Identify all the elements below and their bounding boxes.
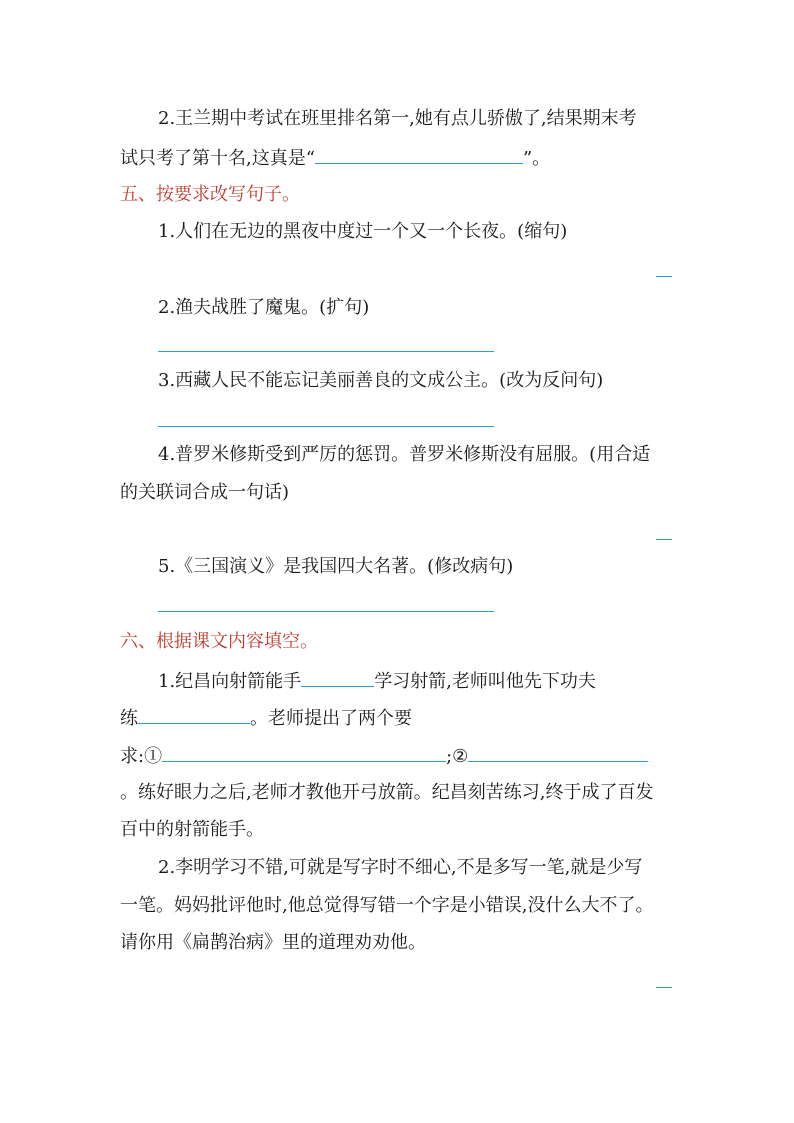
s6-item1-line5: 百中的射箭能手。 bbox=[120, 819, 264, 840]
answer-line[interactable] bbox=[158, 426, 494, 427]
answer-blank[interactable] bbox=[468, 743, 648, 762]
s5-item4-line2: 的关联词合成一句话) bbox=[120, 482, 290, 503]
s6-item1-line1 bbox=[158, 668, 794, 694]
section6-title: 六、根据课文内容填空。 bbox=[120, 631, 318, 652]
s6-item1-l2-pre: 练 bbox=[120, 708, 138, 729]
answer-blank[interactable] bbox=[138, 705, 250, 724]
s5-item5: 5.《三国演义》是我国四大名著。(修改病句) bbox=[158, 556, 514, 577]
s6-item1-l1-post: 学习射箭,老师叫他先下功夫 bbox=[374, 671, 596, 692]
section5-title: 五、按要求改写句子。 bbox=[120, 184, 300, 205]
answer-line[interactable] bbox=[656, 276, 672, 277]
answer-line[interactable] bbox=[656, 539, 672, 540]
s6-item1-line3 bbox=[120, 743, 794, 769]
s6-item1-l3-pre: 求:① bbox=[120, 746, 163, 767]
s6-item1-l2-post: 。老师提出了两个要 bbox=[250, 708, 412, 729]
answer-line[interactable] bbox=[656, 987, 672, 988]
answer-line[interactable] bbox=[158, 351, 494, 352]
answer-blank[interactable] bbox=[315, 145, 523, 164]
q4-item2-line2-pre: 试只考了第十名,这真是“ bbox=[120, 148, 315, 169]
s5-item4-line1: 4.普罗米修斯受到严厉的惩罚。普罗米修斯没有屈服。(用合适 bbox=[158, 444, 651, 465]
s5-item1: 1.人们在无边的黑夜中度过一个又一个长夜。(缩句) bbox=[158, 221, 568, 242]
answer-line[interactable] bbox=[158, 611, 494, 612]
s6-item1-l3-mid: ;② bbox=[446, 746, 469, 767]
q4-item2-line1: 2.王兰期中考试在班里排名第一,她有点儿骄傲了,结果期末考 bbox=[158, 108, 637, 129]
s6-item2-line1: 2.李明学习不错,可就是写字时不细心,不是多写一笔,就是少写 bbox=[158, 857, 643, 878]
q4-item2-line2-post: ”。 bbox=[522, 148, 551, 169]
s6-item1-line2 bbox=[120, 705, 794, 731]
s6-item1-line4: 。练好眼力之后,老师才教他开弓放箭。纪昌刻苦练习,终于成了百发 bbox=[120, 782, 654, 803]
answer-blank[interactable] bbox=[162, 743, 446, 762]
s5-item3: 3.西藏人民不能忘记美丽善良的文成公主。(改为反问句) bbox=[158, 370, 604, 391]
answer-blank[interactable] bbox=[301, 668, 374, 687]
s6-item2-line2: 一笔。妈妈批评他时,他总觉得写错一个字是小错误,没什么大不了。 bbox=[120, 895, 654, 916]
s6-item1-l1-pre: 1.纪昌向射箭能手 bbox=[158, 671, 302, 692]
q4-item2-line2 bbox=[120, 145, 720, 171]
s6-item2-line3: 请你用《扁鹊治病》里的道理劝劝他。 bbox=[120, 932, 426, 953]
s5-item2: 2.渔夫战胜了魔鬼。(扩句) bbox=[158, 297, 370, 318]
